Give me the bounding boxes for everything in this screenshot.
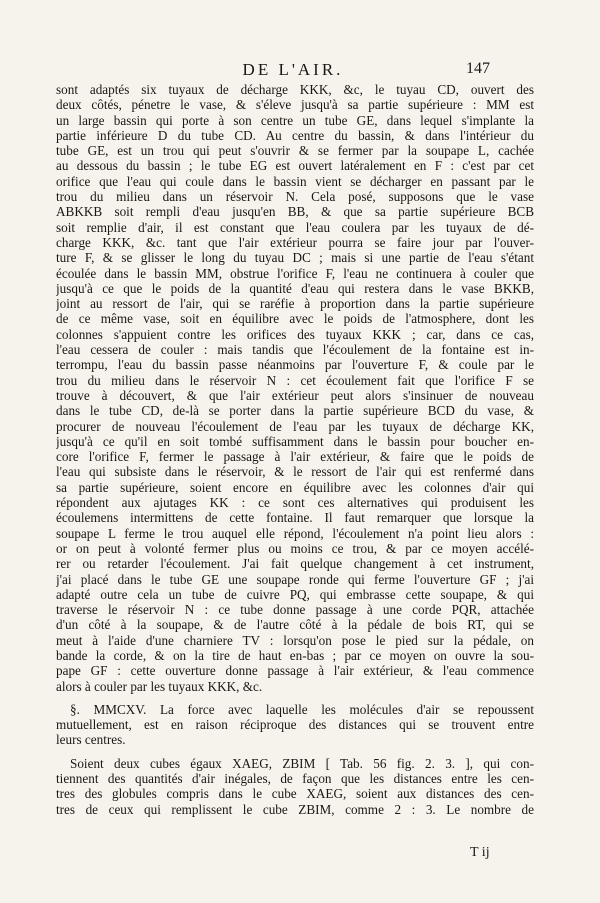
text-line: trou du milieu dans un réservoir N. Cela posé, supposons que le vase [56,189,534,205]
text-line: or on peut à volonté fermer plus ou moins ce trou, & par ce moyen accélé- [56,540,534,556]
body-text [56,82,534,817]
text-line: §. MMCXV. La force avec laquelle les molécules d'air se repoussent [70,701,534,717]
text-line: tiennent des quantités d'air inégales, de façon que les distances entre les cen- [56,771,534,787]
running-head [0,58,600,84]
text-line: d'un côté à la soupape, & de l'autre côté à la pédale de bois RT, qui se [56,617,534,633]
text-line: Soient deux cubes égaux XAEG, ZBIM [ Tab. 56 fig. 2. 3. ], qui con- [70,755,534,771]
page-number: 147 [466,60,490,77]
text-line: répondent aux ajutages KK : ce sont ces alternatives qui produisent les [56,495,534,511]
text-line: leurs centres. [56,732,126,748]
text-line: charge KKK, &c. tant que l'air extérieur pourra se faire jour par l'ouver- [56,234,534,250]
text-line: sa partie supérieure, soient encore en équilibre avec les colonnes d'air qui [56,479,534,495]
text-line: soit remplie d'air, il est constant que l'eau coulera par les tuyaux de dé- [56,219,534,235]
paragraph [56,756,534,817]
text-line: adapté outre cela un tube de cuivre PQ, qui embrasse cette soupape, & qui [56,586,534,602]
text-line: dans le tube CD, de-là se porter dans la partie supérieure BCD du vase, & [56,403,534,419]
text-line: trouve à découvert, & que l'air extérieur peut alors s'insinuer de nouveau [56,387,534,403]
text-line: j'ai placé dans le tube GE une soupape ronde qui ferme l'ouverture GF ; j'ai [56,571,534,587]
text-line: l'eau qui subsiste dans le réservoir, & le ressort de l'air qui est renfermé dans [56,464,534,480]
text-line: core l'orifice F, fermer le passage à l'air extérieur, & faire que le poids de [56,449,534,465]
text-line: écoulemens intermittens de cette fontaine. Il faut remarquer que lorsque la [56,510,534,526]
text-line: jusqu'à ce que le poids de la quantité d'eau qui restera dans le vase BKKB, [56,280,534,296]
text-line: de ce même vase, soit en équilibre avec le poids de l'atmosphere, dont les [56,311,534,327]
text-line: ABKKB soit rempli d'eau jusqu'en BB, & que sa partie supérieure BCB [56,204,534,220]
text-line: traverse le réservoir N : ce tube donne passage à une corde PQR, attachée [56,602,534,618]
text-line: joint au ressort de l'air, qui se raréfie à proportion dans la partie supérieure [56,296,534,312]
text-line: trou du milieu dans le réservoir N : cet écoulement fait que l'orifice F se [56,372,534,388]
text-line: tres de ceux qui remplissent le cube ZBIM, comme 2 : 3. Le nombre de [56,801,534,817]
text-line: pape GF : cette ouverture donne passage à l'air extérieur, & l'eau commence [56,663,534,679]
text-line: écoulée dans le bassin MM, obstrue l'orifice F, l'eau ne continuera à couler que [56,265,534,281]
text-line: orifice que l'eau qui coule dans le bassin vient se décharger en passant par le [56,173,534,189]
paragraph [56,82,534,694]
text-line: l'eau cessera de couler : mais tandis que l'écoulement de la fontaine est in- [56,342,534,358]
text-line: terrompu, l'eau du bassin passe néanmoins par l'ouverture F, & coule par le [56,357,534,373]
text-line: meut à l'aide d'une charniere TV : lorsqu'on pose le pied sur la pédale, on [56,632,534,648]
text-line: ture F, & se glisser le long du tuyau DC ; mais si une partie de l'eau s'étant [56,250,534,266]
text-line: un large bassin qui porte à son centre un tube GE, dans lequel s'implante la [56,112,534,128]
text-line: alors à couler par les tuyaux KKK, &c. [56,678,263,694]
text-line: mutuellement, est en raison réciproque des distances qui se trouvent entre [56,717,534,733]
text-line: jusqu'à ce qu'il en soit tombé suffisamment dans le bassin pour boucher en- [56,433,534,449]
text-line: colonnes s'appuient contre les orifices des tuyaux KKK ; car, dans ce cas, [56,326,534,342]
text-line: rer ou retarder l'écoulement. J'ai fait quelque changement à cet instrument, [56,556,534,572]
text-line: au dessous du bassin ; le tube EG est ouvert latéralement en F : c'est par cet [56,158,534,174]
running-title: DE L'AIR. [242,60,344,79]
signature-mark: T ij [470,845,490,860]
text-line: tube GE, est un trou qui peut s'ouvrir & se fermer par la soupape L, cachée [56,143,534,159]
text-line: procurer de nouveau l'écoulement de l'eau par les tuyaux de décharge KK, [56,418,534,434]
paragraph [56,702,534,748]
text-line: tres des globules compris dans le cube XAEG, soient aux distances des cen- [56,786,534,802]
text-line: partie inférieure D du tube CD. Au centre du bassin, & dans l'intérieur du [56,127,534,143]
text-line: sont adaptés six tuyaux de décharge KKK, &c, le tuyau CD, ouvert des [56,82,534,97]
text-line: soupape L ferme le trou auquel elle répond, l'écoulement n'a point lieu alors : [56,525,534,541]
text-line: deux côtés, pénetre le vase, & s'éleve jusqu'à sa partie supérieure : MM est [56,97,534,113]
text-line: bande la corde, & on la tire de haut en-bas ; par ce moyen on ouvre la sou- [56,647,534,663]
